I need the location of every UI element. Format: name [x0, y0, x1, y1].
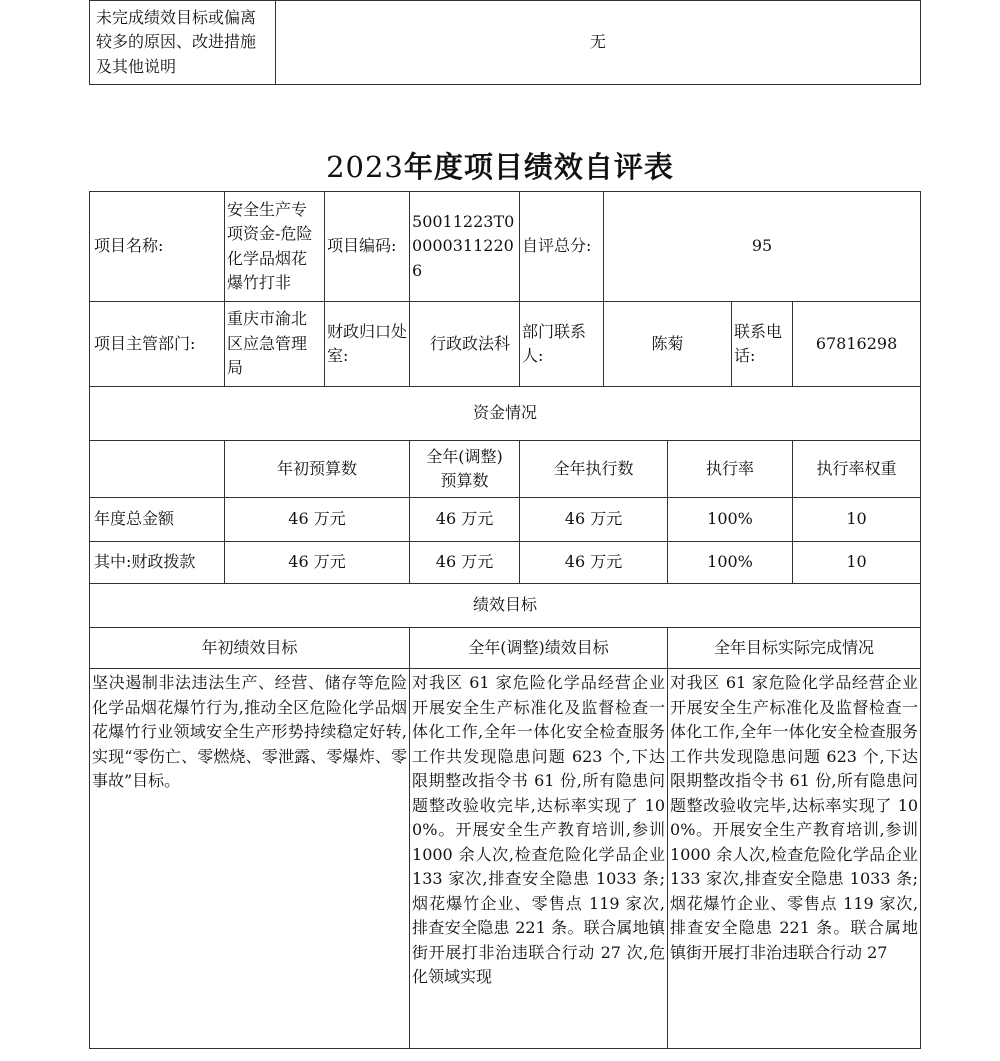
funds-cell: 100%: [668, 498, 793, 542]
contact-value: 陈菊: [604, 302, 732, 387]
funds-header-adjusted: 全年(调整)预算数: [410, 441, 520, 498]
goals-header-actual: 全年目标实际完成情况: [668, 628, 921, 669]
finance-label: 财政归口处室:: [325, 302, 410, 387]
phone-label: 联系电话:: [732, 302, 793, 387]
dept-label: 项目主管部门:: [90, 302, 225, 387]
funds-cell: 10: [793, 498, 921, 542]
goals-initial-text: 坚决遏制非法违法生产、经营、储存等危险化学品烟花爆竹行为,推动全区危险化学品烟花爆竹行业领域安全生产形势持续稳定好转,实现“零伤亡、零燃烧、零泄露、零爆炸、零事故”目标。: [90, 669, 410, 1049]
remarks-table: [89, 0, 921, 85]
funds-header-initial: 年初预算数: [225, 441, 410, 498]
page-title: [0, 145, 1000, 186]
project-name-value: 安全生产专项资金-危险化学品烟花爆竹打非: [225, 192, 325, 302]
funds-header-rate: 执行率: [668, 441, 793, 498]
funds-cell: 46 万元: [225, 498, 410, 542]
remarks-label: 未完成绩效目标或偏离较多的原因、改进措施及其他说明: [90, 1, 276, 85]
funds-cell: 46 万元: [410, 542, 520, 584]
evaluation-table: [89, 191, 921, 1049]
funds-section-title: 资金情况: [90, 387, 921, 441]
project-code-value: 50011223T000003112206: [410, 192, 520, 302]
goals-actual-text: 对我区 61 家危险化学品经营企业开展安全生产标准化及监督检查一体化工作,全年一体化安全检查服务工作共发现隐患问题 623 个,下达限期整改指令书 61 份,所有隐患问题整改验收完毕,达标率实现了 100%。开展安全生产教育培训,参训 1000 余人次,检查危险化学品企业 133 家次,排查安全隐患 1033 条;烟花爆竹企业、零售点 119 家次,排查安全隐患 221 条。联合属地镇街开展打非治违联合行动 27: [668, 669, 921, 1049]
phone-value: 67816298: [793, 302, 921, 387]
finance-value: 行政政法科: [410, 302, 520, 387]
score-value: 95: [604, 192, 921, 302]
project-name-label: 项目名称:: [90, 192, 225, 302]
dept-value: 重庆市渝北区应急管理局: [225, 302, 325, 387]
title-year: 2023: [326, 150, 404, 184]
goals-adjusted-text: 对我区 61 家危险化学品经营企业开展安全生产标准化及监督检查一体化工作,全年一体化安全检查服务工作共发现隐患问题 623 个,下达限期整改指令书 61 份,所有隐患问题整改验收完毕,达标率实现了 100%。开展安全生产教育培训,参训 1000 余人次,检查危险化学品企业 133 家次,排查安全隐患 1033 条;烟花爆竹企业、零售点 119 家次,排查安全隐患 221 条。联合属地镇街开展打非治违联合行动 27 次,危化领域实现: [410, 669, 668, 1049]
project-code-label: 项目编码:: [325, 192, 410, 302]
funds-cell: 46 万元: [520, 498, 668, 542]
goals-header-adjusted: 全年(调整)绩效目标: [410, 628, 668, 669]
title-text: 年度项目绩效自评表: [403, 150, 674, 184]
funds-header-blank: [90, 441, 225, 498]
funds-row-label: 其中:财政拨款: [90, 542, 225, 584]
funds-cell: 100%: [668, 542, 793, 584]
funds-row-label: 年度总金额: [90, 498, 225, 542]
goals-header-initial: 年初绩效目标: [90, 628, 410, 669]
funds-cell: 46 万元: [520, 542, 668, 584]
score-label: 自评总分:: [520, 192, 604, 302]
funds-header-executed: 全年执行数: [520, 441, 668, 498]
goals-section-title: 绩效目标: [90, 584, 921, 628]
funds-header-weight: 执行率权重: [793, 441, 921, 498]
remarks-value: 无: [276, 1, 921, 85]
funds-cell: 46 万元: [410, 498, 520, 542]
funds-cell: 46 万元: [225, 542, 410, 584]
funds-cell: 10: [793, 542, 921, 584]
contact-label: 部门联系人:: [520, 302, 604, 387]
